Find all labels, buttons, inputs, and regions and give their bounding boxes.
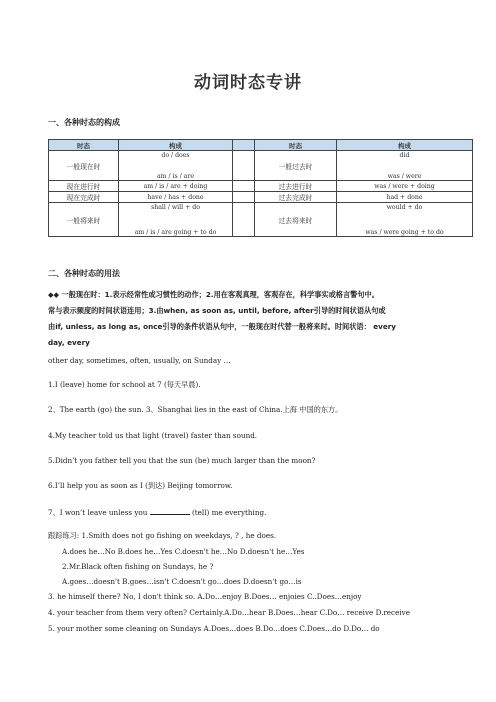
exercise-item — [48, 507, 266, 518]
page-title: 动词时态专讲 — [194, 73, 302, 93]
practice-item: 2.Mr.Black often fishing on Sundays, he ? — [62, 562, 214, 571]
exercise-text: 7、I won’t leave unless you — [48, 508, 148, 517]
structure-line: shall / will + do — [151, 203, 200, 211]
usage-line: 常与表示频度的时间状语连用；3.由when, as soon as, until, before, after引导的时间状语从句或 — [48, 306, 386, 315]
table-header-row — [49, 140, 473, 151]
table-row — [49, 192, 473, 203]
header-tense-1: 时态 — [49, 140, 119, 151]
tense-name: 一般过去时 — [255, 151, 337, 181]
section-heading-usage: 二、各种时态的用法 — [48, 269, 120, 278]
structure-line: did — [399, 151, 410, 159]
exercise-item: 4.My teacher told us that light (travel) faster than sound. — [48, 431, 258, 440]
table-row — [49, 151, 473, 181]
exercise-item: 2、The earth (go) the sun. 3、Shanghai lies in the east of China.上海 中国的东方。 — [48, 405, 343, 414]
tense-structure — [119, 203, 233, 237]
structure-line: do / does — [161, 151, 190, 159]
time-adverbs: other day, sometimes, often, usually, on Sunday … — [48, 356, 231, 365]
tense-name: 过去完成时 — [255, 192, 337, 203]
tense-name: 现在进行时 — [49, 181, 119, 192]
structure-line: am / is / are — [156, 172, 195, 180]
tense-structure: was / were + doing — [337, 181, 473, 192]
structure-line: am / is / are going + to do — [134, 228, 217, 236]
tense-structure: have / has + done — [119, 192, 233, 203]
usage-line: 由if, unless, as long as, once引导的条件状语从句中，一般现在时代替一般将来时。时间状语： every — [48, 322, 396, 331]
header-structure-1: 构成 — [119, 140, 233, 151]
tense-structure-table — [48, 139, 473, 237]
tense-structure — [337, 151, 473, 181]
usage-line: ◆◆ 一般现在时：1.表示经常性或习惯性的动作；2.用在客观真理，客观存在，科学事实或格言警句中。 — [48, 290, 379, 299]
exercise-item: 5.Didn’t you father tell you that the sun (be) much larger than the moon? — [48, 456, 316, 465]
structure-line: was / were going + to do — [365, 228, 444, 236]
spacer-cell — [233, 203, 255, 237]
exercise-item: 1.I (leave) home for school at 7 (每天早晨). — [48, 380, 201, 389]
tense-name: 现在完成时 — [49, 192, 119, 203]
structure-line: was / were — [387, 172, 422, 180]
tense-name: 一般现在时 — [49, 151, 119, 181]
table-row — [49, 181, 473, 192]
exercise-item: 6.I’ll help you as soon as I (到达) Beijing tomorrow. — [48, 481, 233, 490]
tense-structure: had + done — [337, 192, 473, 203]
exercise-text: (tell) me everything. — [191, 508, 267, 517]
practice-item: 跟踪练习: 1.Smith does not go fishing on weekdays, ? , he does. — [48, 531, 277, 540]
table-row — [49, 203, 473, 237]
spacer-cell — [233, 192, 255, 203]
practice-item: 3. he himself there? No, I don't think so. A.Do…enjoy B.Does… enjoies C..Does…enjoy — [48, 592, 362, 601]
practice-options: A.does he…No B.does he…Yes C.doesn't he…No D.doesn't he…Yes — [62, 547, 305, 556]
header-spacer — [233, 140, 255, 151]
section-heading-structure: 一、各种时态的构成 — [48, 118, 120, 127]
tense-structure: am / is / are + doing — [119, 181, 233, 192]
header-tense-2: 时态 — [255, 140, 337, 151]
tense-structure — [119, 151, 233, 181]
practice-options: A.goes…doesn't B.goes…isn't C.doesn't go…does D.doesn't go…is — [62, 577, 302, 586]
header-structure-2: 构成 — [337, 140, 473, 151]
usage-line: day, every — [48, 338, 90, 347]
practice-item: 4. your teacher from them very often? Certainly.A.Do…hear B.Does…hear C.Do… receive D.receive — [48, 608, 410, 617]
structure-line: would + do — [386, 203, 423, 211]
tense-name: 过去进行时 — [255, 181, 337, 192]
spacer-cell — [233, 181, 255, 192]
tense-name: 一般将来时 — [49, 203, 119, 237]
answer-blank[interactable] — [150, 507, 190, 515]
tense-name: 过去将来时 — [255, 203, 337, 237]
spacer-cell — [233, 151, 255, 181]
practice-item: 5. your mother some cleaning on Sundays A.Does…does B.Do…does C.Does…do D.Do… do — [48, 624, 380, 633]
tense-structure — [337, 203, 473, 237]
